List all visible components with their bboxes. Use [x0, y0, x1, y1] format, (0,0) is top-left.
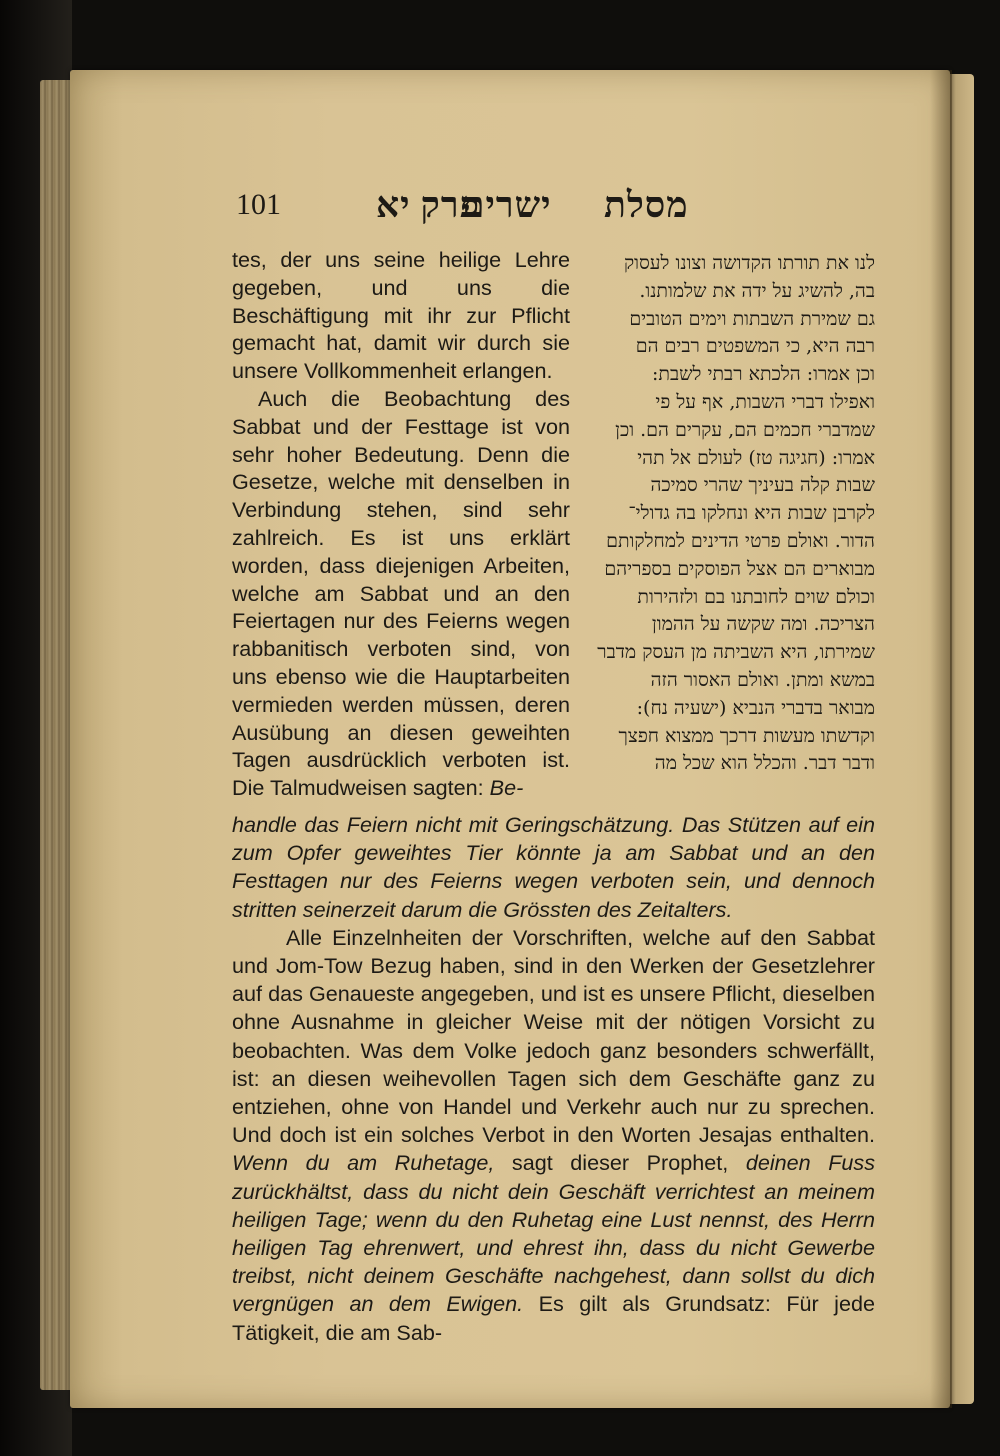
- hebrew-line: במשא ומתן. ואולם האסור הזה: [650, 668, 875, 691]
- page-number: 101: [236, 188, 281, 221]
- prophet-attribution: sagt dieser Prophet,: [511, 1150, 729, 1176]
- quote-continuation: handle das Feiern nicht mit Geringschätzung. Das Stützen auf ein zum Opfer geweihtes Tier könnte ja am Sabbat und an den Festtagen nur des Feierns wegen verboten sein, und dennoch stritten seinerzeit darum die Grössten des Zeitalters.: [232, 812, 875, 922]
- hebrew-line: וקדשתו מעשות דרכך ממצוא חפצך: [618, 724, 875, 747]
- book-title-part-2: ישרים: [462, 185, 552, 225]
- hebrew-line: לנו את תורתו הקדושה וצונו לעסוק: [623, 252, 875, 274]
- page-edges: [40, 80, 74, 1390]
- full-width-text: [232, 811, 875, 1347]
- hebrew-column: [597, 250, 875, 778]
- hebrew-line: רבה היא, כי המשפטים רבים הם: [635, 335, 875, 358]
- chapter-label: פרק יא: [376, 185, 481, 225]
- hebrew-line: אמרו: (חגיגה טז) לעולם אל תהי: [637, 446, 875, 469]
- hebrew-line: ודבר דבר. והכלל הוא שכל מה: [654, 752, 875, 775]
- german-paragraph-2-text: Auch die Beobachtung des Sabbat und der Festtage ist von sehr hoher Bedeutung. Denn die Gesetze, welche mit denselben in Verbindung stehen, sind sehr zahlreich. Es ist uns erklärt worden, dass diejenigen Arbeiten, welche am Sabbat und an den Feiertagen nur des Feierns wegen rabbanitisch verboten sind, von uns ebenso wie die Hauptarbeiten vermieden werden müssen, deren Ausübung an diesen geweihten Tagen ausdrücklich verboten ist. Die Talmudweisen sagten:: [232, 385, 570, 801]
- german-paragraph-2: [232, 385, 570, 802]
- paragraph-3-end: Es gilt als Grundsatz: Für jede Tätigkeit, die am Sab-: [232, 1291, 875, 1345]
- hebrew-line: שמדברי חכמים הם, עקרים הם. וכן: [615, 418, 875, 441]
- hebrew-line: וכן אמרו: הלכתא רבתי לשבת:: [651, 363, 875, 386]
- german-paragraph-3: [232, 924, 875, 1347]
- hebrew-line: בה, להשיג על ידה את שלמותנו.: [639, 279, 875, 302]
- hebrew-line: שבות קלה בעיניך שהרי סמיכה: [650, 474, 875, 497]
- isaiah-quote-1: Wenn du am Ruhetage,: [232, 1150, 495, 1176]
- german-column: [232, 246, 570, 802]
- paragraph-3-text: Alle Einzelnheiten der Vorschriften, welche auf den Sabbat und Jom-Tow Bezug haben, sind in den Werken der Gesetzlehrer auf das Genaueste angegeben, und ist es unsere Pflicht, dieselben ohne Ausnahme in gleicher Weise mit der nötigen Vorsicht zu beobachten. Was dem Volke jedoch ganz besonders schwerfällt, ist: an diesen weihevollen Tagen sich dem Geschäfte ganz zu entziehen, ohne von Handel und Verkehr auch nur zu sprechen. Und doch ist ein solches Verbot in den Worten Jesajas enthalten.: [232, 924, 875, 1148]
- hebrew-line: וכולם שוים לחובתנו בם ולזהירות: [637, 585, 875, 608]
- quote-start: Be-: [489, 775, 524, 801]
- hebrew-line: הצריכה. ומה שקשה על ההמון: [651, 613, 875, 636]
- isaiah-quote-2: deinen Fuss zurückhältst, dass du nicht dein Geschäft verrichtest an meinem heiligen Tage; wenn du den Ruhetag eine Lust nennst, des Herrn heiligen Tag ehrenwert, und ehrest ihn, dass du nicht Gewerbe treibst, nicht deinem Geschäfte nachgehest, dann sollst du dich vergnügen an dem Ewigen.: [232, 1150, 876, 1317]
- german-paragraph-1: tes, der uns seine heilige Lehre gegeben, und uns die Beschäftigung mit ihr zur Pflicht gemacht hat, damit wir durch sie unsere Vollkommenheit erlangen.: [232, 247, 570, 384]
- hebrew-line: ואפילו דברי השבות, אף על פי: [655, 390, 875, 413]
- hebrew-line: מבוארים הם אצל הפוסקים בספריהם: [604, 557, 875, 580]
- hebrew-line: גם שמירת השבתות וימים הטובים: [629, 307, 875, 330]
- running-header: [232, 185, 770, 232]
- gutter-shadow: [930, 70, 952, 1408]
- hebrew-line: הדור. ואולם פרטי הדינים למחלקותם: [606, 529, 875, 552]
- hebrew-line: מבואר בדברי הנביא (ישעיה נח):: [636, 696, 875, 719]
- hebrew-line: לקרבן שבות היא ונחלקו בה גדולי־: [628, 502, 875, 525]
- book-title-part-1: מסלת: [604, 185, 689, 225]
- hebrew-line: שמירתו, היא השביתה מן העסק מדבר: [597, 641, 875, 664]
